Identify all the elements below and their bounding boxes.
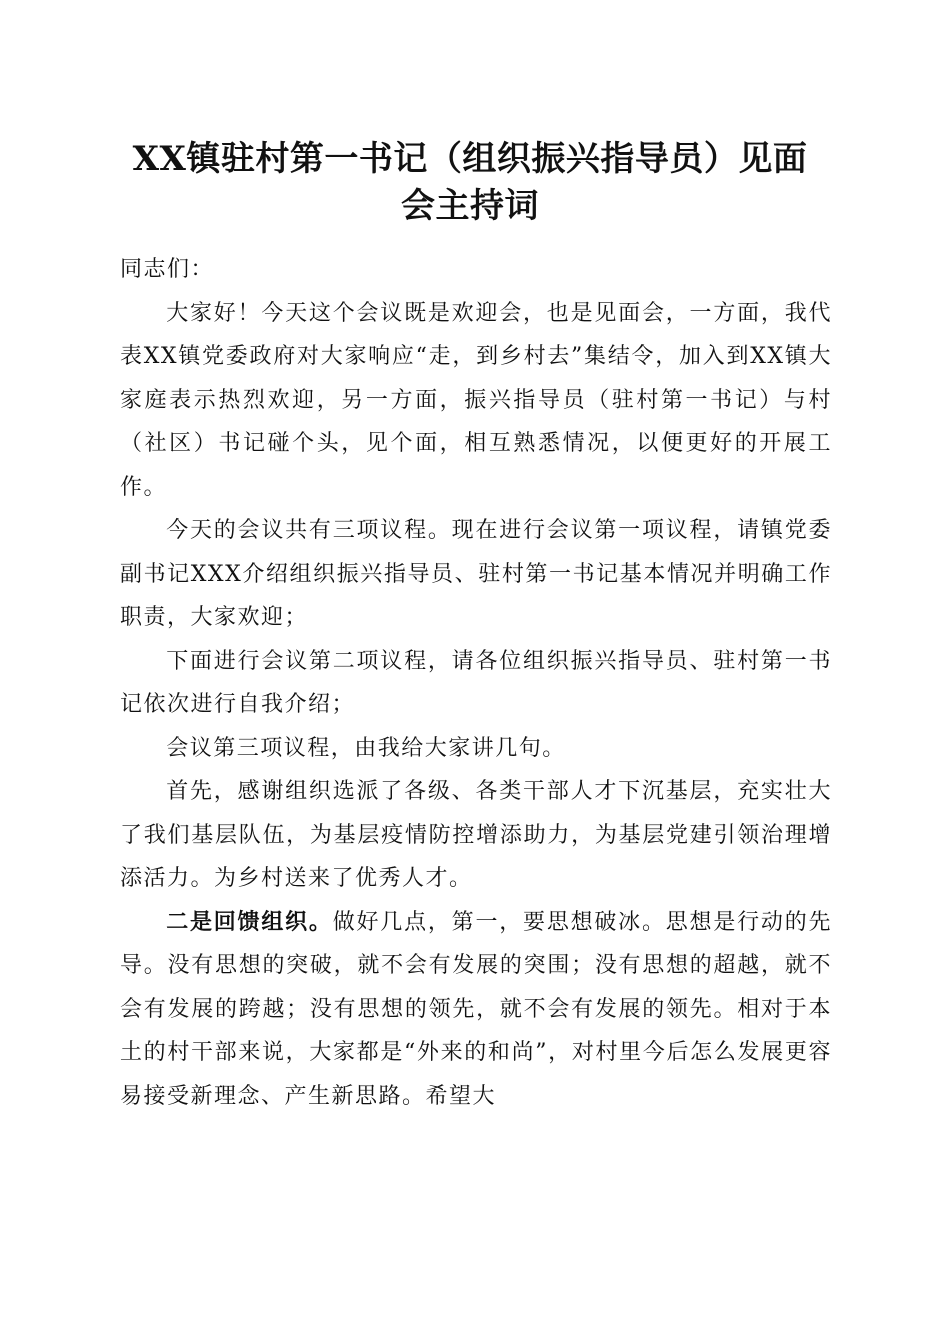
paragraph-second-item: 下面进行会议第二项议程，请各位组织振兴指导员、驻村第一书记依次进行自我介绍；: [120, 648, 832, 717]
title-line-2: 会主持词: [401, 186, 539, 226]
salutation: 同志们：: [120, 257, 215, 282]
document-title: [100, 136, 840, 230]
paragraph-feedback: [120, 901, 832, 1119]
paragraph-thanks: 首先，感谢组织选派了各级、各类干部人才下沉基层，充实壮大了我们基层队伍，为基层疫情防控增添助力，为基层党建引领治理增添活力。为乡村送来了优秀人才。: [120, 779, 832, 891]
paragraph-third-item: 会议第三项议程，由我给大家讲几句。: [166, 735, 566, 761]
title-line-1: XX镇驻村第一书记（组织振兴指导员）见面: [132, 139, 808, 179]
paragraph-agenda: 今天的会议共有三项议程。现在进行会议第一项议程，请镇党委副书记XXX介绍组织振兴指导员、驻村第一书记基本情况并明确工作职责，大家欢迎；: [120, 518, 832, 630]
document-body: [120, 248, 832, 1118]
paragraph-feedback-lead: 二是回馈组织。: [166, 908, 333, 935]
paragraph-welcome: 大家好！今天这个会议既是欢迎会，也是见面会，一方面，我代表XX镇党委政府对大家响应“走，到乡村去”集结令，加入到XX镇大家庭表示热烈欢迎，另一方面，振兴指导员（驻村第一书记）与村（社区）书记碰个头，见个面，相互熟悉情况，以便更好的开展工作。: [120, 300, 832, 500]
paragraph-feedback-text: 做好几点，第一，要思想破冰。思想是行动的先导。没有思想的突破，就不会有发展的突围；没有思想的超越，就不会有发展的跨越；没有思想的领先，就不会有发展的领先。相对于本土的村干部来说，大家都是“外来的和尚”，对村里今后怎么发展更容易接受新理念、产生新思路。希望大: [120, 909, 832, 1109]
